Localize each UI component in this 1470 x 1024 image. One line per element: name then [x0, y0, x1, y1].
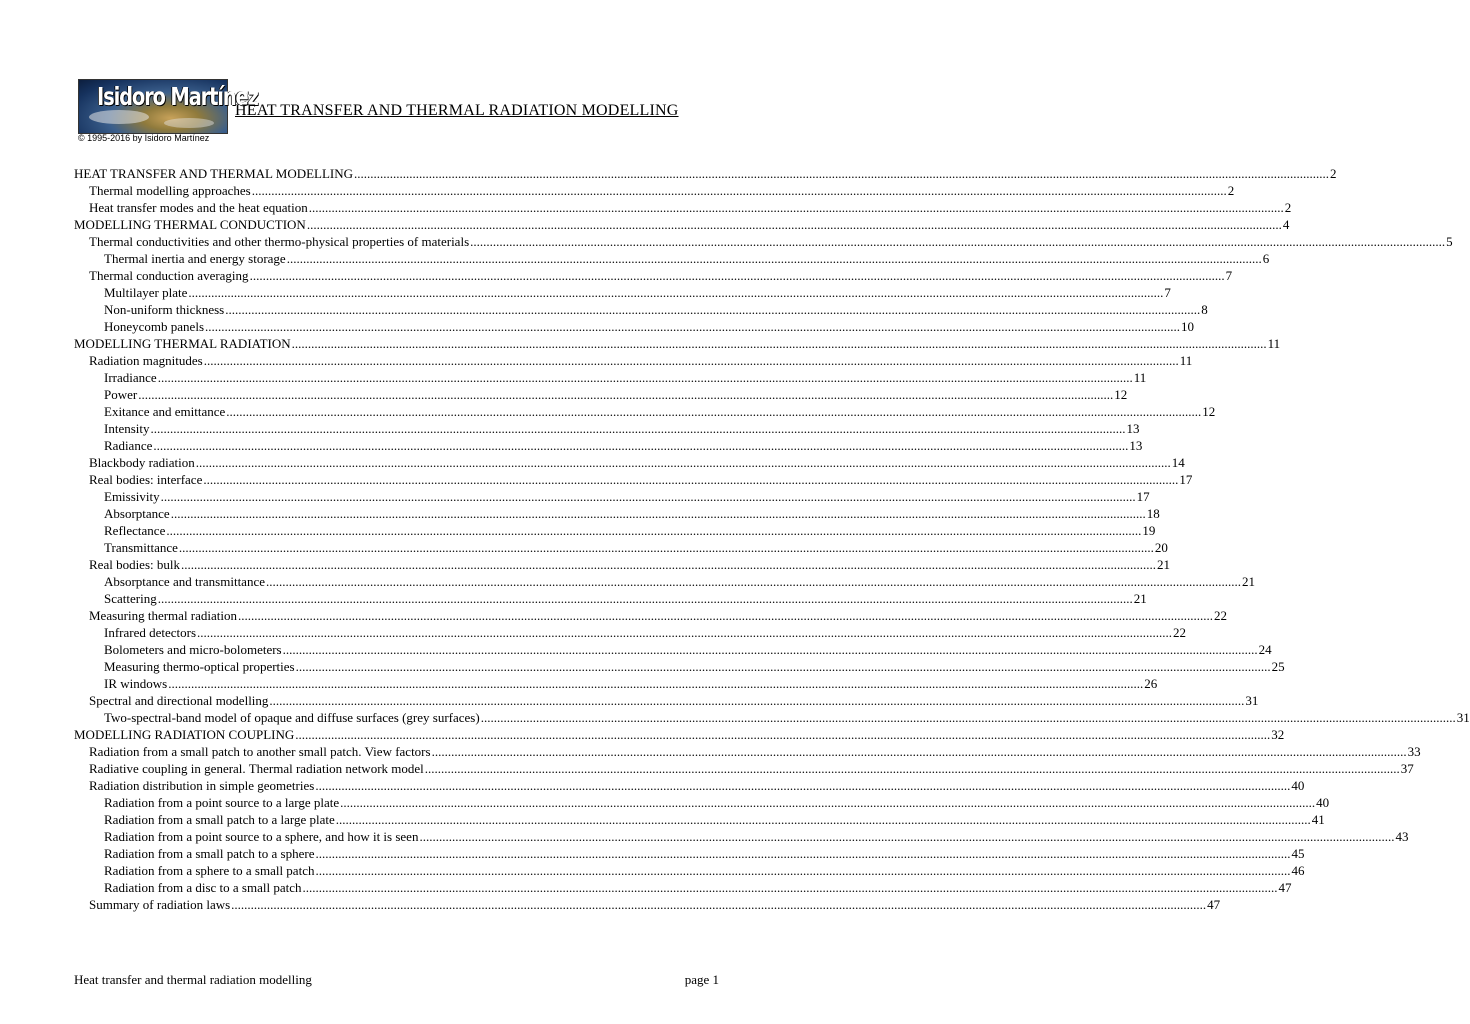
toc-entry-page: 22	[1214, 608, 1228, 623]
toc-entry-label: Transmittance	[104, 540, 178, 555]
toc-entry[interactable]	[74, 454, 1185, 471]
toc-leader-dots	[231, 896, 1206, 913]
toc-leader-dots	[166, 522, 1141, 539]
toc-entry[interactable]	[74, 233, 1453, 250]
toc-entry-page: 17	[1179, 472, 1193, 487]
toc-leader-dots	[238, 607, 1213, 624]
toc-entry-label: Non-uniform thickness	[104, 302, 225, 317]
toc-entry[interactable]	[74, 488, 1150, 505]
toc-entry[interactable]	[74, 709, 1470, 726]
toc-entry-page: 21	[1133, 591, 1147, 606]
toc-leader-dots	[188, 284, 1163, 301]
toc-entry[interactable]	[74, 777, 1305, 794]
toc-entry-page: 2	[1227, 183, 1235, 198]
toc-leader-dots	[203, 471, 1178, 488]
toc-leader-dots	[226, 403, 1201, 420]
toc-entry[interactable]	[74, 471, 1193, 488]
toc-entry-label: Heat transfer modes and the heat equation	[89, 200, 308, 215]
toc-entry-label: Measuring thermo-optical properties	[104, 659, 295, 674]
document-title: HEAT TRANSFER AND THERMAL RADIATION MODELLING	[235, 102, 679, 119]
toc-entry-label: Scattering	[104, 591, 157, 606]
toc-leader-dots	[287, 250, 1262, 267]
toc-entry[interactable]	[74, 743, 1421, 760]
toc-entry-page: 18	[1146, 506, 1160, 521]
toc-entry-page: 40	[1316, 795, 1330, 810]
toc-leader-dots	[171, 505, 1146, 522]
toc-leader-dots	[307, 216, 1282, 233]
toc-entry[interactable]	[74, 590, 1147, 607]
toc-entry-page: 47	[1207, 897, 1221, 912]
toc-entry-label: Spectral and directional modelling	[89, 693, 269, 708]
toc-entry[interactable]	[74, 335, 1281, 352]
toc-entry-page: 46	[1291, 863, 1305, 878]
toc-entry-page: 6	[1262, 251, 1270, 266]
toc-entry-label: Absorptance and transmittance	[104, 574, 265, 589]
toc-entry-label: Thermal modelling approaches	[89, 183, 251, 198]
toc-entry-label: Radiation from a sphere to a small patch	[104, 863, 315, 878]
toc-entry-page: 22	[1173, 625, 1187, 640]
toc-leader-dots	[315, 777, 1290, 794]
toc-entry[interactable]	[74, 879, 1292, 896]
toc-leader-dots	[269, 692, 1244, 709]
toc-entry-page: 31	[1456, 710, 1470, 725]
toc-entry[interactable]	[74, 641, 1272, 658]
toc-entry[interactable]	[74, 301, 1208, 318]
toc-entry[interactable]	[74, 862, 1305, 879]
logo-name: Isidoro Martínez	[97, 82, 258, 111]
toc-leader-dots	[153, 437, 1128, 454]
toc-entry[interactable]	[74, 165, 1337, 182]
toc-entry-label: Radiative coupling in general. Thermal radiation network model	[89, 761, 424, 776]
table-of-contents	[74, 165, 1470, 913]
toc-leader-dots	[179, 539, 1154, 556]
toc-leader-dots	[138, 386, 1113, 403]
toc-entry-page: 2	[1330, 166, 1337, 181]
toc-leader-dots	[266, 573, 1241, 590]
toc-entry-page: 11	[1267, 336, 1281, 351]
toc-leader-dots	[181, 556, 1156, 573]
toc-entry-label: Blackbody radiation	[89, 455, 195, 470]
toc-leader-dots	[204, 352, 1179, 369]
toc-entry-page: 37	[1400, 761, 1414, 776]
toc-entry-label: Power	[104, 387, 138, 402]
toc-entry-page: 7	[1225, 268, 1233, 283]
toc-entry-page: 33	[1407, 744, 1421, 759]
toc-entry[interactable]	[74, 199, 1292, 216]
toc-entry[interactable]	[74, 250, 1270, 267]
toc-entry-label: Infrared detectors	[104, 625, 197, 640]
toc-leader-dots	[481, 709, 1456, 726]
footer-page-number: page 1	[684, 972, 719, 987]
toc-entry-page: 32	[1271, 727, 1285, 742]
toc-entry[interactable]	[74, 284, 1171, 301]
toc-leader-dots	[336, 811, 1311, 828]
toc-entry[interactable]	[74, 216, 1290, 233]
toc-entry-label: Radiation from a point source to a sphere, and how it is seen	[104, 829, 419, 844]
toc-entry-page: 31	[1245, 693, 1259, 708]
toc-entry[interactable]	[74, 386, 1128, 403]
toc-entry-label: MODELLING THERMAL CONDUCTION	[74, 217, 306, 232]
toc-entry-label: MODELLING THERMAL RADIATION	[74, 336, 291, 351]
toc-entry-page: 43	[1395, 829, 1409, 844]
toc-entry[interactable]	[74, 352, 1193, 369]
toc-entry-label: Radiation from a small patch to a sphere	[104, 846, 315, 861]
toc-entry-label: MODELLING RADIATION COUPLING	[74, 727, 295, 742]
toc-entry-page: 19	[1142, 523, 1156, 538]
toc-entry[interactable]	[74, 896, 1221, 913]
toc-entry[interactable]	[74, 403, 1216, 420]
toc-entry-label: Two-spectral-band model of opaque and diffuse surfaces (grey surfaces)	[104, 710, 480, 725]
toc-entry-page: 11	[1133, 370, 1147, 385]
toc-entry-page: 12	[1114, 387, 1128, 402]
footer-title: Heat transfer and thermal radiation modelling	[74, 972, 312, 987]
toc-entry[interactable]	[74, 726, 1285, 743]
toc-entry[interactable]	[74, 505, 1160, 522]
toc-entry-page: 17	[1136, 489, 1150, 504]
toc-entry-page: 2	[1284, 200, 1292, 215]
toc-entry-label: Radiation from a small patch to another small patch. View factors	[89, 744, 431, 759]
toc-leader-dots	[250, 267, 1225, 284]
toc-leader-dots	[432, 743, 1407, 760]
toc-entry[interactable]	[74, 794, 1330, 811]
toc-leader-dots	[302, 879, 1277, 896]
toc-entry-page: 45	[1291, 846, 1305, 861]
toc-leader-dots	[425, 760, 1400, 777]
toc-entry-label: Intensity	[104, 421, 150, 436]
toc-entry[interactable]	[74, 828, 1409, 845]
toc-entry-label: Real bodies: interface	[89, 472, 203, 487]
toc-leader-dots	[158, 590, 1133, 607]
page-footer	[74, 972, 719, 990]
toc-entry[interactable]	[74, 182, 1235, 199]
toc-entry-label: Radiation from a disc to a small patch	[104, 880, 302, 895]
toc-entry[interactable]	[74, 624, 1187, 641]
toc-entry[interactable]	[74, 369, 1147, 386]
earth-logo-image	[78, 79, 258, 134]
toc-entry-page: 8	[1201, 302, 1208, 317]
toc-entry-page: 13	[1129, 438, 1143, 453]
toc-leader-dots	[340, 794, 1315, 811]
toc-leader-dots	[309, 199, 1284, 216]
toc-entry-label: Irradiance	[104, 370, 157, 385]
toc-entry-page: 13	[1126, 421, 1140, 436]
toc-entry-label: Honeycomb panels	[104, 319, 205, 334]
toc-entry-label: Radiance	[104, 438, 153, 453]
toc-entry-label: Summary of radiation laws	[89, 897, 231, 912]
toc-entry-page: 24	[1258, 642, 1272, 657]
toc-entry-label: Real bodies: bulk	[89, 557, 180, 572]
toc-leader-dots	[197, 624, 1172, 641]
toc-entry[interactable]	[74, 318, 1195, 335]
toc-entry-page: 41	[1311, 812, 1325, 827]
toc-entry-label: IR windows	[104, 676, 168, 691]
toc-entry-label: Bolometers and micro-bolometers	[104, 642, 282, 657]
toc-leader-dots	[295, 726, 1270, 743]
toc-leader-dots	[419, 828, 1394, 845]
toc-entry-label: Exitance and emittance	[104, 404, 226, 419]
toc-leader-dots	[252, 182, 1227, 199]
toc-entry-label: HEAT TRANSFER AND THERMAL MODELLING	[74, 166, 354, 181]
toc-entry[interactable]	[74, 556, 1170, 573]
toc-entry-label: Radiation from a point source to a large plate	[104, 795, 340, 810]
toc-entry-page: 47	[1278, 880, 1292, 895]
toc-entry[interactable]	[74, 607, 1228, 624]
toc-entry-page: 5	[1446, 234, 1453, 249]
toc-entry-page: 14	[1171, 455, 1185, 470]
toc-leader-dots	[151, 420, 1126, 437]
toc-entry[interactable]	[74, 811, 1325, 828]
toc-entry-label: Thermal inertia and energy storage	[104, 251, 286, 266]
toc-leader-dots	[296, 658, 1271, 675]
toc-leader-dots	[205, 318, 1180, 335]
toc-entry-label: Thermal conduction averaging	[89, 268, 249, 283]
toc-entry-page: 10	[1181, 319, 1195, 334]
toc-entry[interactable]	[74, 675, 1158, 692]
toc-entry-label: Absorptance	[104, 506, 170, 521]
toc-entry-page: 4	[1282, 217, 1290, 232]
toc-entry[interactable]	[74, 437, 1143, 454]
toc-entry-page: 21	[1157, 557, 1170, 572]
toc-entry-page: 12	[1202, 404, 1216, 419]
toc-entry-label: Measuring thermal radiation	[89, 608, 238, 623]
toc-entry-label: Emissivity	[104, 489, 160, 504]
toc-leader-dots	[470, 233, 1445, 250]
toc-entry-label: Radiation distribution in simple geometries	[89, 778, 315, 793]
toc-entry-label: Reflectance	[104, 523, 166, 538]
toc-leader-dots	[354, 165, 1329, 182]
toc-entry[interactable]	[74, 267, 1233, 284]
toc-entry-page: 7	[1164, 285, 1171, 300]
toc-leader-dots	[315, 845, 1290, 862]
toc-leader-dots	[158, 369, 1133, 386]
toc-entry-page: 40	[1291, 778, 1305, 793]
toc-entry-label: Multilayer plate	[104, 285, 188, 300]
toc-leader-dots	[225, 301, 1200, 318]
toc-leader-dots	[283, 641, 1258, 658]
author-logo	[78, 79, 258, 143]
toc-leader-dots	[161, 488, 1136, 505]
toc-entry-label: Radiation from a small patch to a large plate	[104, 812, 335, 827]
toc-entry[interactable]	[74, 760, 1414, 777]
toc-entry[interactable]	[74, 658, 1285, 675]
toc-entry-page: 11	[1179, 353, 1193, 368]
toc-leader-dots	[315, 862, 1290, 879]
toc-entry[interactable]	[74, 522, 1156, 539]
toc-entry[interactable]	[74, 692, 1259, 709]
toc-leader-dots	[168, 675, 1143, 692]
toc-entry-label: Radiation magnitudes	[89, 353, 203, 368]
logo-copyright: © 1995-2016 by Isidoro Martínez	[78, 133, 210, 143]
toc-entry[interactable]	[74, 573, 1255, 590]
toc-entry-label: Thermal conductivities and other thermo-physical properties of materials	[89, 234, 470, 249]
toc-entry-page: 26	[1144, 676, 1158, 691]
toc-leader-dots	[292, 335, 1267, 352]
toc-entry[interactable]	[74, 539, 1168, 556]
toc-entry-page: 20	[1154, 540, 1168, 555]
toc-entry-page: 21	[1242, 574, 1255, 589]
toc-entry-page: 25	[1271, 659, 1285, 674]
toc-entry[interactable]	[74, 420, 1140, 437]
toc-entry[interactable]	[74, 845, 1305, 862]
toc-leader-dots	[196, 454, 1171, 471]
